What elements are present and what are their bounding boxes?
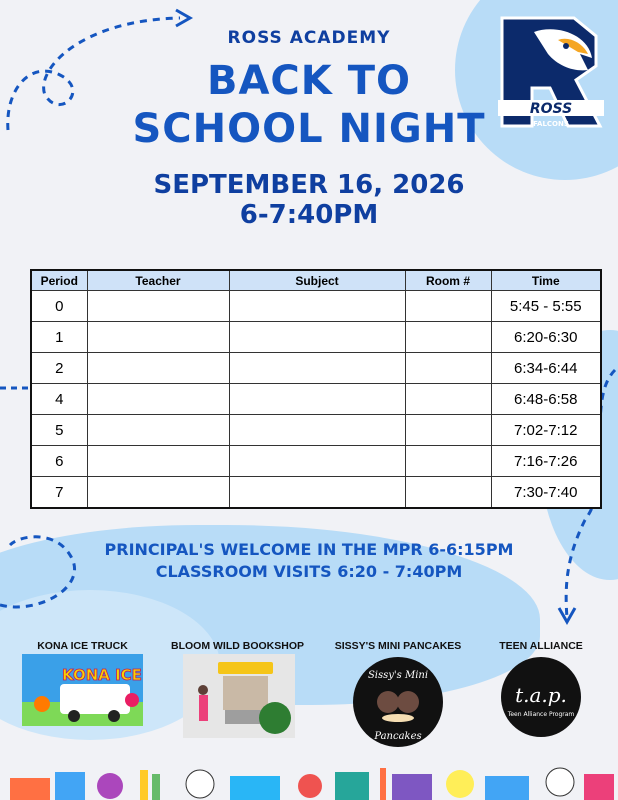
cell-teacher xyxy=(87,384,229,415)
cell-teacher xyxy=(87,415,229,446)
cell-subject xyxy=(229,446,405,477)
vendor-name-kona: KONA ICE TRUCK xyxy=(37,640,128,652)
cell-subject xyxy=(229,415,405,446)
sissys-pancakes-logo xyxy=(352,656,444,748)
table-header-row xyxy=(31,270,601,291)
teen-logo-subtext: Teen Alliance Program xyxy=(507,711,575,718)
school-name: ROSS ACADEMY xyxy=(227,28,391,48)
event-date: SEPTEMBER 16, 2026 xyxy=(153,170,465,200)
vendor-name-sissys: SISSY'S MINI PANCAKES xyxy=(334,640,462,652)
cell-subject xyxy=(229,384,405,415)
school-supplies-strip xyxy=(0,752,618,800)
cell-period: 7 xyxy=(31,477,87,509)
cell-subject xyxy=(229,477,405,509)
cell-period: 0 xyxy=(31,291,87,322)
ross-falcons-logo xyxy=(496,14,606,130)
header-subject: Subject xyxy=(229,270,405,291)
table-row xyxy=(31,384,601,415)
cell-room xyxy=(405,322,491,353)
vendor-name-teen: TEEN ALLIANCE xyxy=(499,640,583,652)
table-row xyxy=(31,291,601,322)
table-row xyxy=(31,477,601,509)
header-room: Room # xyxy=(405,270,491,291)
cell-room xyxy=(405,477,491,509)
table-row xyxy=(31,353,601,384)
logo-text: ROSS xyxy=(529,101,573,117)
cell-time: 6:20-6:30 xyxy=(491,322,601,353)
cell-teacher xyxy=(87,477,229,509)
cell-time: 5:45 - 5:55 xyxy=(491,291,601,322)
cell-teacher xyxy=(87,446,229,477)
cell-period: 6 xyxy=(31,446,87,477)
kona-ice-image xyxy=(22,654,143,726)
cell-time: 6:48-6:58 xyxy=(491,384,601,415)
cell-time: 7:16-7:26 xyxy=(491,446,601,477)
logo-subtext: FALCONS xyxy=(533,120,569,128)
sissys-logo-bottom-text: Pancakes xyxy=(374,731,422,742)
cell-period: 1 xyxy=(31,322,87,353)
cell-period: 4 xyxy=(31,384,87,415)
cell-period: 5 xyxy=(31,415,87,446)
cell-room xyxy=(405,291,491,322)
cell-room xyxy=(405,353,491,384)
event-time: 6-7:40PM xyxy=(239,200,379,230)
kona-logo-text: KONA ICE xyxy=(62,666,142,684)
cell-teacher xyxy=(87,291,229,322)
cell-time: 7:02-7:12 xyxy=(491,415,601,446)
cell-subject xyxy=(229,291,405,322)
teen-alliance-logo xyxy=(500,656,582,738)
header-period: Period xyxy=(31,270,87,291)
table-row xyxy=(31,415,601,446)
cell-room xyxy=(405,446,491,477)
cell-time: 7:30-7:40 xyxy=(491,477,601,509)
cell-room xyxy=(405,384,491,415)
sissys-logo-top-text: Sissy's Mini xyxy=(367,670,429,681)
event-title-line2: SCHOOL NIGHT xyxy=(132,106,486,152)
cell-time: 6:34-6:44 xyxy=(491,353,601,384)
header-time: Time xyxy=(491,270,601,291)
cell-subject xyxy=(229,353,405,384)
classroom-visits: CLASSROOM VISITS 6:20 - 7:40PM xyxy=(155,562,463,581)
bloom-wild-image xyxy=(183,654,295,738)
teen-logo-text: t.a.p. xyxy=(515,683,567,707)
cell-teacher xyxy=(87,353,229,384)
header-teacher: Teacher xyxy=(87,270,229,291)
table-row xyxy=(31,322,601,353)
cell-room xyxy=(405,415,491,446)
event-title-line1: BACK TO xyxy=(206,58,411,104)
principal-welcome: PRINCIPAL'S WELCOME IN THE MPR 6-6:15PM xyxy=(104,540,514,559)
table-row xyxy=(31,446,601,477)
schedule-table xyxy=(30,269,602,509)
cell-teacher xyxy=(87,322,229,353)
vendor-name-bloom: BLOOM WILD BOOKSHOP xyxy=(171,640,304,652)
cell-subject xyxy=(229,322,405,353)
cell-period: 2 xyxy=(31,353,87,384)
